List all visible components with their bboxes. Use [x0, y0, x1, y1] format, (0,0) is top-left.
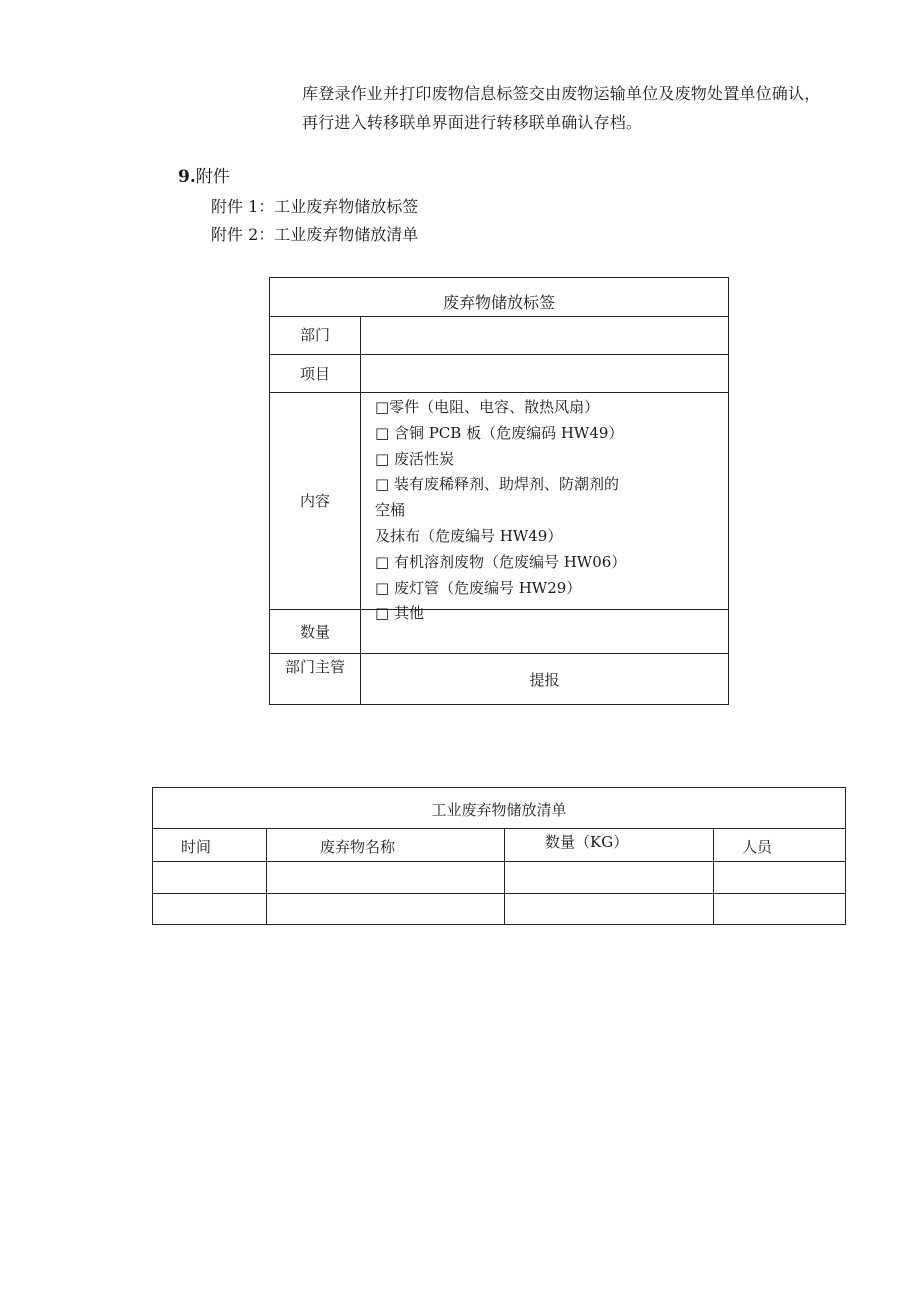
attachment-item-2: 附件 2：工业废弃物储放清单: [211, 225, 419, 244]
waste-storage-inventory-table: [152, 787, 846, 925]
content-options-list: [375, 395, 722, 623]
attachment-item-1: 附件 1：工业废弃物储放标签: [211, 197, 419, 216]
cell-personnel[interactable]: [714, 894, 845, 924]
inventory-header-row: [153, 829, 845, 861]
department-value[interactable]: [361, 316, 728, 354]
cell-quantity[interactable]: [505, 862, 713, 893]
manager-label: 部门主管: [270, 654, 361, 704]
inventory-table-title: 工业废弃物储放清单: [153, 788, 845, 829]
content-label: 内容: [270, 393, 361, 609]
quantity-label: 数量: [270, 610, 361, 653]
header-time: 时间: [181, 838, 212, 856]
content-option: 空桶: [375, 501, 406, 520]
content-option: 及抹布（危废编号 HW49）: [375, 526, 563, 545]
content-option[interactable]: □ 其他: [375, 604, 424, 623]
label-row-manager: [270, 654, 728, 704]
label-row-department: [270, 316, 728, 355]
paragraph-line-1: 库登录作业并打印废物信息标签交由废物运输单位及废物处置单位确认，: [302, 84, 821, 103]
content-option[interactable]: □ 废灯管（危废编号 HW29）: [375, 578, 582, 597]
label-table-title: 废弃物储放标签: [270, 278, 728, 317]
quantity-value[interactable]: [361, 610, 728, 653]
label-row-content: [270, 393, 728, 623]
content-option[interactable]: □ 有机溶剂废物（危废编号 HW06）: [375, 552, 627, 571]
item-value[interactable]: [361, 355, 728, 392]
table-row: [153, 862, 845, 893]
manager-value: 提报: [529, 671, 560, 689]
cell-time[interactable]: [153, 894, 266, 924]
cell-quantity[interactable]: [505, 894, 713, 924]
content-option[interactable]: □ 含铜 PCB 板（危废编码 HW49）: [375, 423, 624, 442]
header-personnel: 人员: [742, 838, 773, 856]
label-row-quantity: [270, 610, 728, 654]
section-heading: [178, 166, 230, 188]
content-value: [361, 393, 728, 623]
table-row: [153, 894, 845, 924]
item-label: 项目: [270, 355, 361, 392]
content-option[interactable]: □零件（电阻、电容、散热风扇）: [375, 398, 600, 416]
cell-waste-name[interactable]: [267, 894, 504, 924]
label-row-item: [270, 355, 728, 393]
cell-personnel[interactable]: [714, 862, 845, 893]
cell-waste-name[interactable]: [267, 862, 504, 893]
content-option[interactable]: □ 废活性炭: [375, 449, 454, 468]
header-waste-name: 废弃物名称: [320, 838, 396, 856]
waste-storage-label-table: [269, 277, 729, 705]
section-title: 附件: [195, 167, 230, 187]
content-option[interactable]: □ 装有废稀释剂、助焊剂、防潮剂的: [375, 475, 619, 494]
paragraph-line-2: 再行进入转移联单界面进行转移联单确认存档。: [302, 113, 643, 132]
header-quantity-kg: 数量（KG）: [545, 833, 629, 851]
cell-time[interactable]: [153, 862, 266, 893]
section-number: 9.: [178, 167, 196, 187]
department-label: 部门: [270, 316, 361, 354]
